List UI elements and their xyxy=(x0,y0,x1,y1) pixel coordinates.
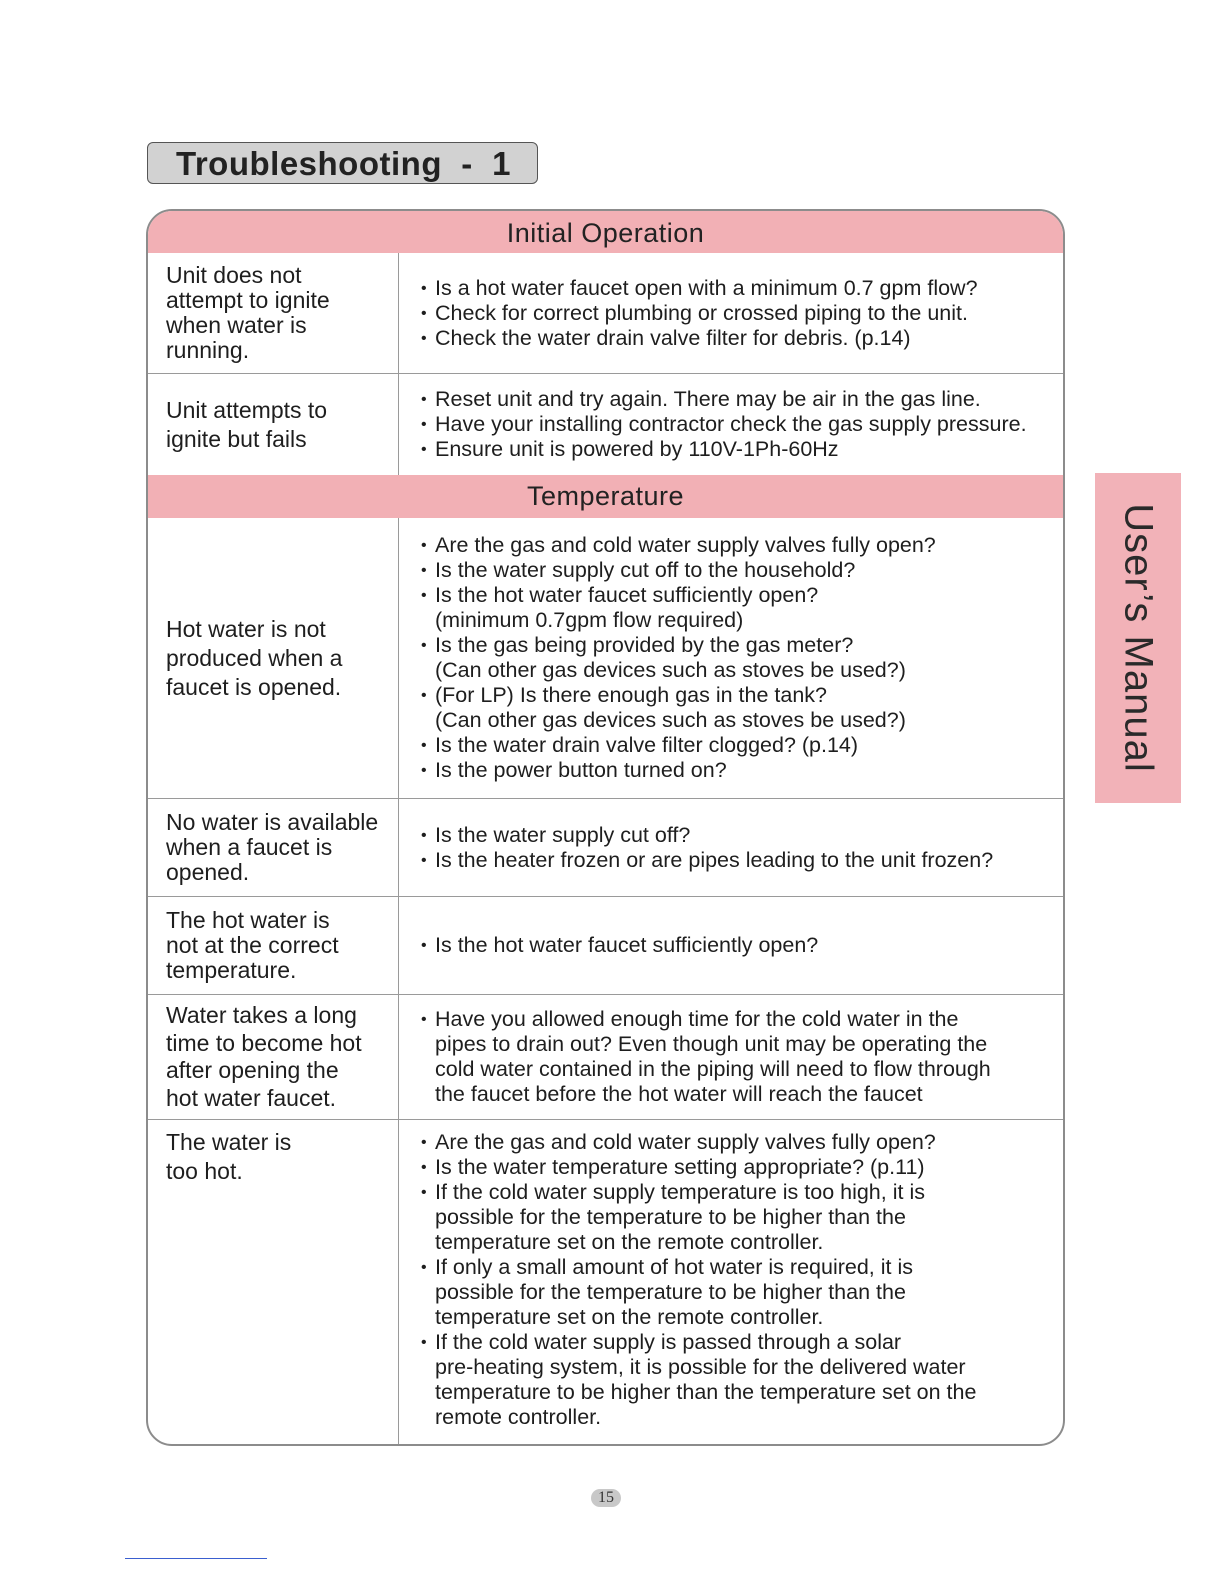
table-row xyxy=(148,995,1063,1120)
solution-cell xyxy=(399,374,1063,475)
troubleshooting-table xyxy=(146,209,1065,1446)
page-number: 15 xyxy=(591,1489,621,1507)
symptom-line: attempt to ignite xyxy=(166,287,330,313)
symptom-line: Unit does not xyxy=(166,262,302,288)
solution-item: • Is the water supply cut off to the household? xyxy=(421,558,1057,583)
solution-item: • (For LP) Is there enough gas in the tank? xyxy=(421,683,1057,708)
solution-item: • Is the water drain valve filter clogged? (p.14) xyxy=(421,733,1057,758)
symptom-cell xyxy=(148,799,398,896)
solution-continuation: pipes to drain out? Even though unit may be operating the xyxy=(435,1032,988,1056)
solution-item: • Reset unit and try again. There may be air in the gas line. xyxy=(421,387,1057,412)
symptom-line: too hot. xyxy=(166,1158,243,1184)
solution-cell xyxy=(399,897,1063,994)
solution-item: • Is the water supply cut off? xyxy=(421,823,1057,848)
symptom-line: The water is xyxy=(166,1129,292,1155)
side-tab xyxy=(1095,473,1181,803)
solution-continuation: pre-heating system, it is possible for the delivered water xyxy=(435,1355,966,1379)
symptom-line: No water is available xyxy=(166,809,379,835)
symptom-line: hot water faucet. xyxy=(166,1084,337,1111)
symptom-line: produced when a xyxy=(166,644,343,671)
solution-continuation: possible for the temperature to be higher than the xyxy=(435,1205,906,1229)
symptom-cell xyxy=(148,518,398,798)
solution-continuation: temperature to be higher than the temperature set on the xyxy=(435,1380,977,1404)
symptom-line: when a faucet is xyxy=(166,834,333,860)
solution-item: • If the cold water supply temperature is too high, it is xyxy=(421,1180,1057,1205)
solution-item: • Is the hot water faucet sufficiently open? xyxy=(421,583,1057,608)
table-row xyxy=(148,374,1063,475)
solution-item: • Is the gas being provided by the gas meter? xyxy=(421,633,1057,658)
table-row xyxy=(148,1120,1063,1446)
section-header-initial-operation: Initial Operation xyxy=(148,211,1063,253)
symptom-cell xyxy=(148,1120,398,1446)
solution-item: • Check for correct plumbing or crossed piping to the unit. xyxy=(421,301,1057,326)
symptom-line: opened. xyxy=(166,859,250,885)
symptom-line: Water takes a long xyxy=(166,1002,357,1028)
section-header-temperature: Temperature xyxy=(148,475,1063,518)
side-tab-label: User’s Manual xyxy=(1116,503,1161,773)
solution-item: • Have you allowed enough time for the cold water in the xyxy=(421,1007,1057,1032)
solution-continuation: cold water contained in the piping will need to flow through xyxy=(435,1057,991,1081)
symptom-line: running. xyxy=(166,337,250,363)
solution-item: • Is a hot water faucet open with a minimum 0.7 gpm flow? xyxy=(421,276,1057,301)
table-row xyxy=(148,897,1063,995)
solution-cell xyxy=(399,518,1063,798)
symptom-cell xyxy=(148,374,398,475)
solution-item: • Ensure unit is powered by 110V-1Ph-60Hz xyxy=(421,437,1057,462)
symptom-line: Unit attempts to xyxy=(166,396,328,423)
symptom-line: faucet is opened. xyxy=(166,673,342,700)
symptom-cell xyxy=(148,897,398,994)
table-row xyxy=(148,518,1063,799)
symptom-line: after opening the xyxy=(166,1057,339,1083)
solution-continuation: (Can other gas devices such as stoves be used?) xyxy=(435,658,906,682)
symptom-line: ignite but fails xyxy=(166,425,307,452)
symptom-line: Hot water is not xyxy=(166,615,326,642)
solution-continuation: the faucet before the hot water will reach the faucet xyxy=(435,1082,923,1106)
solution-continuation: (minimum 0.7gpm flow required) xyxy=(435,608,744,632)
solution-item: • If the cold water supply is passed through a solar xyxy=(421,1330,1057,1355)
solution-continuation: temperature set on the remote controller. xyxy=(435,1305,824,1329)
page-title-box xyxy=(147,142,538,184)
solution-cell xyxy=(399,1120,1063,1446)
symptom-line: time to become hot xyxy=(166,1029,362,1056)
symptom-line: when water is xyxy=(166,312,307,338)
solution-continuation: temperature set on the remote controller. xyxy=(435,1230,824,1254)
solution-item: • Is the heater frozen or are pipes leading to the unit frozen? xyxy=(421,848,1057,873)
table-row xyxy=(148,799,1063,897)
solution-cell xyxy=(399,995,1063,1119)
solution-continuation: (Can other gas devices such as stoves be used?) xyxy=(435,708,906,732)
symptom-line: not at the correct xyxy=(166,932,339,958)
solution-item: • If only a small amount of hot water is required, it is xyxy=(421,1255,1057,1280)
symptom-line: The hot water is xyxy=(166,907,330,933)
solution-item: • Is the power button turned on? xyxy=(421,758,1057,783)
symptom-line: temperature. xyxy=(166,957,297,983)
solution-item: • Is the hot water faucet sufficiently open? xyxy=(421,933,1057,958)
solution-cell xyxy=(399,253,1063,373)
solution-cell xyxy=(399,799,1063,896)
solution-continuation: remote controller. xyxy=(435,1405,602,1429)
symptom-cell xyxy=(148,995,398,1119)
solution-item: • Are the gas and cold water supply valves fully open? xyxy=(421,533,1057,558)
solution-item: • Check the water drain valve filter for debris. (p.14) xyxy=(421,326,1057,351)
solution-item: • Have your installing contractor check the gas supply pressure. xyxy=(421,412,1057,437)
page-title: Troubleshooting - 1 xyxy=(176,145,511,182)
solution-item: • Are the gas and cold water supply valves fully open? xyxy=(421,1130,1057,1155)
symptom-cell xyxy=(148,253,398,373)
footer-rule xyxy=(125,1558,267,1559)
table-row xyxy=(148,253,1063,374)
solution-item: • Is the water temperature setting appropriate? (p.11) xyxy=(421,1155,1057,1180)
solution-continuation: possible for the temperature to be higher than the xyxy=(435,1280,906,1304)
